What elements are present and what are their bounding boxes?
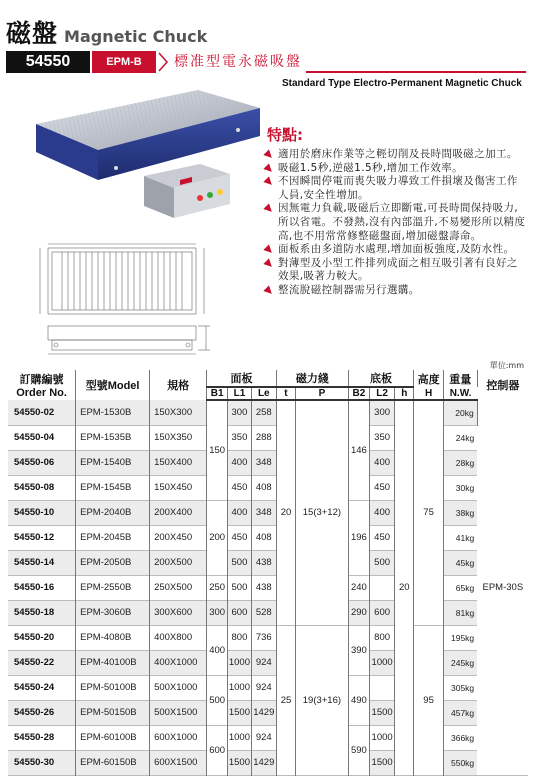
table-row: 54550-28 EPM-60100B 600X1000 600 1000 924 590 1000 366kg <box>8 725 528 750</box>
triangle-bullet-icon <box>263 177 274 188</box>
feature-item: 不因瞬間停電而喪失吸力導致工件損壞及傷害工作人員,安全性增加。 <box>264 175 526 202</box>
features-list <box>264 148 526 298</box>
table-row: 54550-26 EPM-50150B 500X1500 1500 1429 1500 457kg <box>8 700 528 725</box>
table-row: 54550-18 EPM-3060B 300X600 300 600 528 290 600 81kg <box>8 600 528 625</box>
col-H: H <box>414 387 444 400</box>
chevron-right-icon <box>156 51 170 73</box>
controller-photo <box>140 160 235 222</box>
spec-table <box>8 370 528 776</box>
feature-item: 整流脫磁控制器需另行選購。 <box>264 284 526 298</box>
col-controller: 控制器 <box>486 380 520 392</box>
col-model: 型號Model <box>76 370 150 400</box>
table-row: 54550-12 EPM-2045B 200X450 450 408 450 41kg <box>8 525 528 550</box>
col-pole: 磁力綫 <box>276 370 348 387</box>
feature-item: 面板系由多道防水處理,增加面板強度,及防水性。 <box>264 243 526 257</box>
page-title <box>6 14 207 50</box>
unit-label: 單位:mm <box>489 361 524 370</box>
col-height: 高度 <box>414 370 444 387</box>
col-base: 底板 <box>348 370 413 387</box>
product-subtitle-en: Standard Type Electro-Permanent Magnetic Chuck <box>282 78 522 89</box>
triangle-bullet-icon <box>263 258 274 269</box>
triangle-bullet-icon <box>263 163 274 174</box>
table-row: 54550-04 EPM-1535B 150X350 350 288 350 24kg <box>8 425 528 450</box>
triangle-bullet-icon <box>263 149 274 160</box>
col-spec: 規格 <box>150 370 207 400</box>
table-row: 54550-06 EPM-1540B 150X400 400 348 400 28kg <box>8 450 528 475</box>
triangle-bullet-icon <box>263 285 274 296</box>
table-row: 54550-14 EPM-2050B 200X500 500 438 500 45kg <box>8 550 528 575</box>
table-row: 54550-08 EPM-1545B 150X450 450 408 450 30kg <box>8 475 528 500</box>
feature-item: 對薄型及小型工件排列成面之相互吸引著有良好之效果,吸著力較大。 <box>264 257 526 284</box>
col-weight: 重量 <box>443 370 477 387</box>
divider <box>306 71 526 73</box>
col-b2: B2 <box>348 387 369 400</box>
triangle-bullet-icon <box>263 244 274 255</box>
table-row: 54550-22 EPM-40100B 400X1000 1000 924 1000 245kg <box>8 650 528 675</box>
product-name-zh: 標准型電永磁吸盤 <box>174 54 302 70</box>
table-row: 54550-02 EPM-1530B 150X300 150 300 258 20 15(3+12) 146 300 20 75 20kg EPM-30S <box>8 400 528 425</box>
feature-item: 吸磁1.5秒,逆磁1.5秒,增加工作效率。 <box>264 162 526 176</box>
feature-item: 適用於磨床作業等之輕切削及長時間吸磁之加工。 <box>264 148 526 162</box>
col-p: P <box>295 387 348 400</box>
title-zh: 磁盤 <box>6 19 59 48</box>
col-l1: L1 <box>228 387 251 400</box>
technical-drawing <box>38 242 214 360</box>
product-code: 54550 <box>6 51 90 73</box>
table-row: 54550-16 EPM-2550B 250X500 250 500 438 240 65kg <box>8 575 528 600</box>
col-order: 訂購編號Order No. <box>8 370 76 400</box>
triangle-bullet-icon <box>263 204 274 215</box>
table-row: 54550-30 EPM-60150B 600X1500 1500 1429 1500 550kg <box>8 750 528 775</box>
table-row: 54550-20 EPM-4080B 400X800 400 800 736 25 19(3+16) 390 800 95 195kg <box>8 625 528 650</box>
col-nw-en: N.W. <box>443 387 477 400</box>
features-heading: 特點: <box>267 126 303 144</box>
col-b1: B1 <box>207 387 228 400</box>
col-le: Le <box>251 387 276 400</box>
col-l2: L2 <box>369 387 394 400</box>
table-row: 54550-24 EPM-50100B 500X1000 500 1000 924 490 305kg <box>8 675 528 700</box>
product-bar <box>6 51 526 73</box>
product-model: EPM-B <box>92 51 156 73</box>
feature-item: 因無電力負載,吸磁后立即斷電,可長時間保持吸力,所以省電。不發熱,沒有內部溫升,不易變形所以精度高,也不用常常修整磁盤面,增加磁盤壽命。 <box>264 202 526 243</box>
table-row: 54550-10 EPM-2040B 200X400 200 400 348 196 400 38kg <box>8 500 528 525</box>
col-t: t <box>276 387 295 400</box>
col-h: h <box>395 387 414 400</box>
col-panel: 面板 <box>207 370 277 387</box>
title-en: Magnetic Chuck <box>64 27 208 46</box>
